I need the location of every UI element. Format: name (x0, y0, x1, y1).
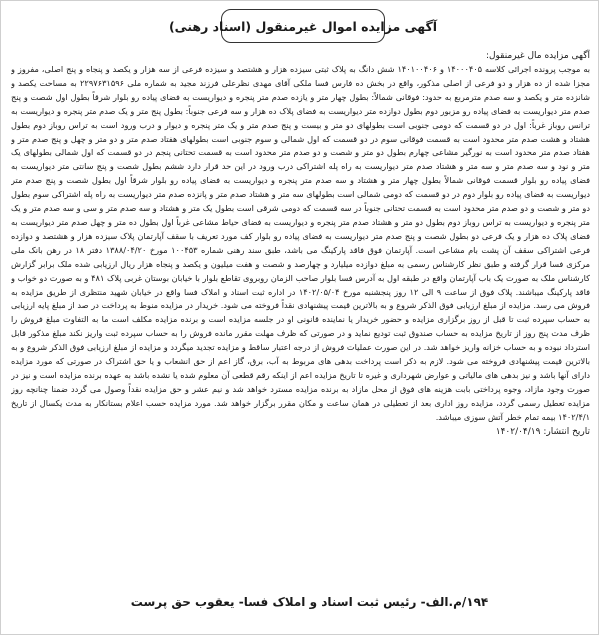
title-frame (168, 9, 438, 43)
opening-line: آگهی مزایده مال غیرمنقول: (485, 51, 590, 61)
notice-paragraph: به موجب پرونده اجرائی کلاسه ۱۴۰۰۰۴۰۵ و ۱۴۰۱۰۰۴۰۶ شش دانگ به پلاک ثبتی سیزده هزار و هشتصد و سیزده فرعی از سه هزار و یکصد و پنجاه و پنج اصلی، مفروز و مجزا شده از ده هزار و دو فرعی از اصلی مذکور، واقع در بخش ده فارس فسا ملکی آقای مهدی نظرعلی فرزند مجید به شماره ملی ۲۲۹۷۶۳۱۵۹۶ به مساحت یکصد و شانزده متر و یکصد و سه صدم مترمربع به حدود: فوقانی شمالاً: بطول چهار متر و یازده صدم متر پنجره و دیواریست به فضای پیاده رو بلوار شرقاً بطول اول شصت و پنج صدم متر دیواریست به فضای پیاده رو مزبور دوم بطول دوازده متر دیواریست به فضای پلاک ده هزار و سه فرعی جنوباً: بطول پنج متر و یک صدم متر پنجره و دیواریست به ترانس روباز غرباً: اول در دو قسمت که دومی جنوبی است بطولهای دو متر و بیست و پنج صدم متر و یک متر پنجره و دیوار و درب ورود است به تراس روباز دوم بطول هشتاد و هشت صدم متر محدود است به قسمت فوقانی سوم در دو قسمت که اول شمالی و سوم جنوبی است بطولهای هفتاد صدم متر و دو متر و چهل و پنج صدم متر و هفتاد صدم متر محدود است به نورگیر مشاعی چهارم بطول دو متر و شصت و دو صدم متر محدود است به قسمت تحتانی پنجم در دو قسمت که اول شمالی بطولهای یک متر و نود و سه صدم متر و سه متر و هشتاد صدم متر دیواریست به راه پله اشتراکی درب ورود در این حد قرار دارد ششم بطول شصت و پنج سانتی متر دیواریست به فضای پیاده رو بلوار قسمت فوقانی شمالاً بطول چهار متر و هشتاد و سه صدم متر پنجره و دیواریست به فضای پیاده رو بلوار شرقاً اول بطول شصت و پنج صدم متر دیواریست به فضای پیاده رو بلوار دوم در دو قسمت که دومی شمالی است بطولهای سه متر و هشتاد صدم متر و پانزده صدم متر دیواریست به راه پله اشتراکی سوم بطول دو متر و شصت و دو صدم متر محدود است به قسمت تحتانی جنوباً در سه قسمت که دومی شرقی است بطول یک متر و هشتاد و سه صدم متر و سی و سه صدم متر و یک متر پنجره و دیواریست به تراس روباز دوم بطول دو متر و هشتاد صدم متر پنجره و دیواریست به فضای حیاط مشاعی غرباً اول بطول ده متر و چهل صدم متر دیواریست به فضای پلاک ده هزار و یک فرعی دو بطول شصت و پنج صدم متر دیواریست به فضای پیاده رو بلوار کف مورد تعریف با سقف آپارتمان پلاک سیزده هزار و هشتصد و دوازده فرعی اشتراکی سقف آن پشت بام مشاعی است. آپارتمان فوق فاقد پارکینگ می باشد، طبق سند رهنی شماره ۱۰۰۴۵۳ مورخ ۱۳۸۸/۰۴/۲۰ دفتر ۱۸ در رهن بانک ملی مرکزی فسا قرار گرفته و طبق نظر کارشناس رسمی به مبلغ دوازده میلیارد و چهارصد و شصت و هفت میلیون و یکصد و پنجاه هزار ریال ارزیابی شده ملک برابر گزارش کارشناس ملک به صورت یک باب آپارتمان واقع در طبقه اول به آدرس فسا بلوار صاحب الزمان روبروی تقاطع بلوار با خیابان بوستان غربی پلاک ۴۸۱ و به صورت دو خواب و فاقد پارکینگ میباشند. پلاک فوق از ساعت ۹ الی ۱۲ روز پنجشنبه مورخ ۱۴۰۲/۰۵/۰۴ در اداره ثبت اسناد و املاک فسا واقع در خیابان شهید منتظری از طریق مزایده به فروش می رسد. مزایده از مبلغ ارزیابی فوق الذکر شروع و به بالاترین قیمت پیشنهادی نقداً فروخته می شود. خریدار در مزایده منوط به پرداخت در صد از مبلغ پایه ارزیابی به حساب سپرده ثبت تا قبل از روز برگزاری مزایده و حضور خریدار یا نماینده قانونی او در جلسه مزایده است و برنده مزایده مکلف است ما به التفاوت مبلغ فروش را ظرف مدت پنج روز از تاریخ مزایده به حساب صندوق ثبت تودیع نماید و در صورتی که ظرف مهلت مقرر مانده فروش را به حساب سپرده ثبت واریز نکند مبلغ مذکور قابل استرداد نبوده و به حساب خزانه واریز خواهد شد. در این صورت عملیات فروش از درجه اعتبار ساقط و مزایده تجدید میگردد و مزایده از مبلغ ارزیابی فوق الذکر شروع و به بالاترین قیمت پیشنهادی فروخته می شود. لازم به ذکر است پرداخت بدهی های مربوط به آب، برق، گاز اعم از حق انشعاب و یا حق اشتراک در صورتی که مورد مزایده دارای آنها باشد و نیز بدهی های مالیاتی و عوارض شهرداری و غیره تا تاریخ مزایده اعم از اینکه رقم قطعی آن معلوم شده یا نشده باشد به عهده برنده مزایده است و نیز در صورت وجود مازاد، وجوه پرداختی بابت هزینه های فوق از محل مازاد به برنده مزایده مسترد خواهد شد و نیم عشر و حق مزایده نقداً وصول می گردد ضمنا چنانچه روز مزایده تعطیل رسمی گردد، مزایده روز اداری بعد از تعطیلی در همان ساعت و مکان مقرر برگزار خواهد شد. مورد مزایده حسب اعلام بستانکار به مدت یکسال از تاریخ ۱۴۰۲/۴/۱ بیمه تمام خطر آتش سوزی میباشد. (11, 64, 590, 422)
publication-date-line (11, 425, 590, 439)
signature-line: ۱۹۴/م.الف- رئیس ثبت اسناد و املاک فسا- یعقوب حق پرست (130, 595, 489, 609)
notice-body (11, 49, 590, 565)
publication-date-label: تاریخ انتشار: (543, 426, 590, 437)
publication-date: ۱۴۰۲/۰۴/۱۹ (495, 426, 541, 437)
notice-title: آگهی مزایده اموال غیرمنقول (اسناد رهنی) (168, 18, 438, 34)
